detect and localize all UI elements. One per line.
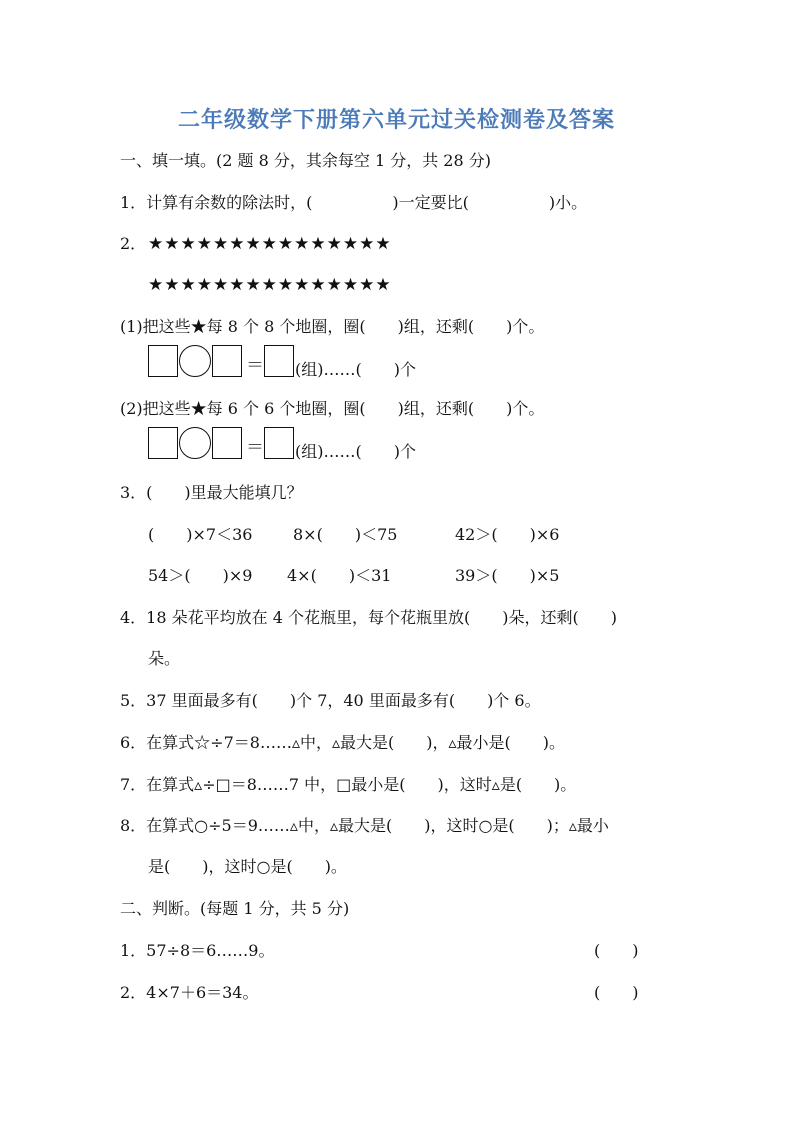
judge-item-2: 2．4×7＋6＝34。 [120,983,259,1002]
page-title: 二年级数学下册第六单元过关检测卷及答案 [177,108,615,133]
answer-box[interactable] [212,427,242,459]
q3-item: 8×( )＜75 [293,525,398,544]
question-7: 7．在算式▵÷□＝8……7 中，□最小是( )，这时▵是( )。 [120,775,577,794]
q3-item: ( )×7＜36 [148,525,253,544]
operator-circle[interactable] [179,427,211,459]
answer-box[interactable] [264,427,294,459]
judge-answer-1[interactable]: ( ) [594,941,639,960]
answer-box[interactable] [148,345,178,377]
question-5: 5．37 里面最多有( )个 7，40 里面最多有( )个 6。 [120,691,541,710]
q3-item: 54＞( )×9 [148,566,253,585]
q3-item: 4×( )＜31 [287,566,392,585]
question-2-1: (1)把这些★每 8 个 8 个地圈，圈( )组，还剩( )个。 [120,317,545,336]
answer-box[interactable] [212,345,242,377]
answer-box[interactable] [148,427,178,459]
equals-sign: ＝ [246,437,264,458]
equation-tail: (组)……( )个 [295,360,416,379]
question-4-line-1: 4．18 朵花平均放在 4 个花瓶里，每个花瓶里放( )朵，还剩( ) [120,608,617,627]
question-8-line-2: 是( )，这时○是( )。 [148,857,347,876]
answer-box[interactable] [264,345,294,377]
operator-circle[interactable] [179,345,211,377]
question-1: 1．计算有余数的除法时，( )一定要比( )小。 [120,193,588,212]
question-2-label: 2． [120,234,147,253]
stars-row-1: ★★★★★★★★★★★★★★★ [148,234,392,254]
equation-tail: (组)……( )个 [295,442,416,461]
equals-sign: ＝ [246,355,264,376]
question-8-line-1: 8．在算式○÷5＝9……▵中，▵最大是( )，这时○是( )；▵最小 [120,816,609,835]
q3-item: 39＞( )×5 [455,566,560,585]
question-4-line-2: 朵。 [148,649,181,668]
question-6: 6．在算式☆÷7＝8……▵中，▵最大是( )，▵最小是( )。 [120,733,566,752]
question-2-2: (2)把这些★每 6 个 6 个地圈，圈( )组，还剩( )个。 [120,399,545,418]
judge-answer-2[interactable]: ( ) [594,983,639,1002]
stars-row-2: ★★★★★★★★★★★★★★★ [148,275,392,295]
section-1-header: 一、填一填。(2 题 8 分，其余每空 1 分，共 28 分) [120,151,491,170]
q3-item: 42＞( )×6 [455,525,560,544]
question-3: 3．( )里最大能填几？ [120,483,303,502]
section-2-header: 二、判断。(每题 1 分，共 5 分) [120,899,350,918]
judge-item-1: 1．57÷8＝6……9。 [120,941,275,960]
